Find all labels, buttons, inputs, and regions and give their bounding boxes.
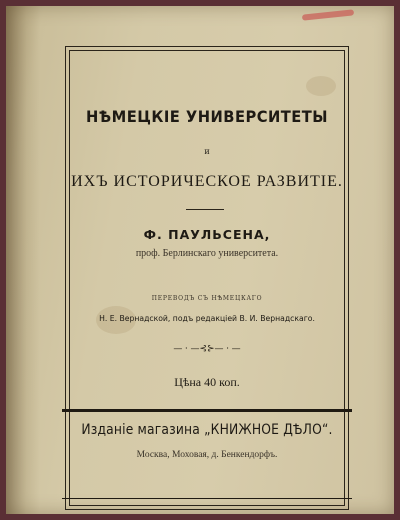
publisher-name: Изданіе магазина „КНИЖНОЕ ДѢЛО“.	[81, 422, 333, 438]
translated-label: ПЕРЕВОДЪ СЪ НѢМЕЦКАГО	[151, 295, 263, 302]
title-block	[66, 47, 348, 405]
ornament-divider: — ⸱ —⊰⊱— ⸱ —	[173, 344, 241, 354]
border-frame	[65, 46, 349, 510]
title-page	[6, 6, 394, 514]
book-subtitle: ИХЪ ИСТОРИЧЕСКОЕ РАЗВИТІЕ.	[71, 173, 343, 190]
spine-shadow	[6, 6, 40, 514]
author-name: Ф. ПАУЛЬСЕНА,	[143, 227, 271, 242]
publisher-box	[62, 409, 352, 499]
price: Цѣна 40 коп.	[174, 375, 240, 389]
publisher-address: Москва, Моховая, д. Бенкендорфъ.	[136, 450, 278, 460]
author-role: проф. Берлинскаго университета.	[135, 248, 279, 259]
book-title: НѢМЕЦКІЕ УНИВЕРСИТЕТЫ	[86, 107, 328, 126]
pencil-mark	[302, 9, 354, 20]
translator-credit: Н. Е. Вернадской, подъ редакціей В. И. Вернадскаго.	[99, 314, 315, 323]
title-conjunction: и	[204, 147, 210, 156]
divider-rule	[186, 209, 224, 210]
